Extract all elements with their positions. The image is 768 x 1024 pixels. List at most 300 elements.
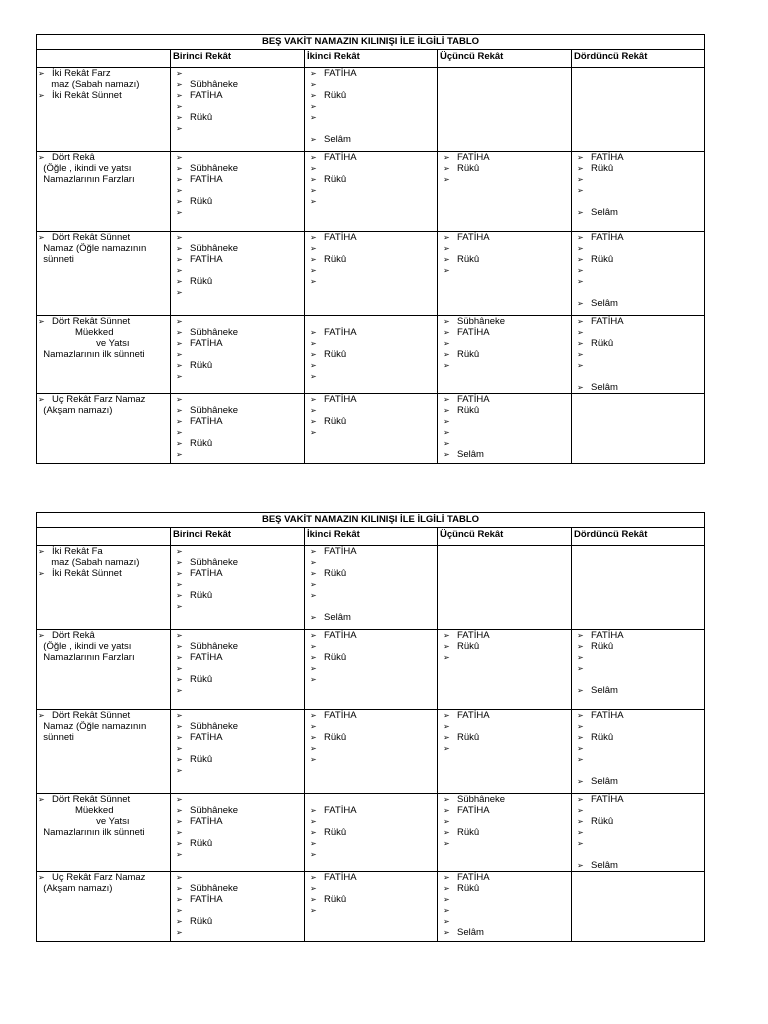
cell-text: Namazlarının Farzları [38, 652, 135, 663]
table-row [37, 232, 705, 316]
cell-line [172, 79, 303, 90]
bullet-arrow-icon: ➢ [577, 266, 584, 275]
cell-text: (Akşam namazı) [38, 405, 113, 416]
cell-line [573, 827, 703, 838]
cell-text: Rükû [190, 438, 213, 449]
cell-line [306, 827, 436, 838]
bullet-arrow-icon: ➢ [577, 339, 584, 348]
rekat-cell [438, 872, 572, 942]
cell-text: Selâm [457, 449, 484, 460]
bullet-arrow-icon: ➢ [176, 928, 183, 937]
cell-text: (Öğle , ikindi ve yatsı [38, 641, 132, 652]
bullet-arrow-icon: ➢ [443, 873, 450, 882]
cell-text: İki Rekât Fa [52, 546, 103, 557]
bullet-arrow-icon: ➢ [176, 884, 183, 893]
bullet-arrow-icon: ➢ [443, 417, 450, 426]
cell-line [439, 449, 570, 460]
bullet-arrow-icon: ➢ [577, 208, 584, 217]
bullet-arrow-icon: ➢ [310, 711, 317, 720]
cell-line [439, 710, 570, 721]
bullet-arrow-icon: ➢ [176, 686, 183, 695]
cell-text: FATİHA [190, 174, 223, 185]
prayer-name-cell [37, 710, 171, 794]
rekat-cell [572, 232, 705, 316]
cell-line [439, 827, 570, 838]
bullet-arrow-icon: ➢ [176, 395, 183, 404]
prayer-name-cell [37, 630, 171, 710]
rekat-cell [572, 68, 705, 152]
cell-line [172, 872, 303, 883]
bullet-arrow-icon: ➢ [310, 186, 317, 195]
table-row [37, 872, 705, 942]
cell-line [573, 287, 703, 298]
cell-line [306, 163, 436, 174]
bullet-arrow-icon: ➢ [577, 299, 584, 308]
cell-text: FATİHA [324, 152, 357, 163]
cell-line [573, 805, 703, 816]
cell-line [38, 394, 169, 405]
cell-line [439, 916, 570, 927]
cell-line [306, 732, 436, 743]
cell-line [439, 405, 570, 416]
cell-line [306, 112, 436, 123]
cell-text: İki Rekât Sünnet [52, 568, 122, 579]
cell-line [38, 174, 169, 185]
cell-line [573, 327, 703, 338]
cell-line [573, 232, 703, 243]
cell-text: FATİHA [457, 872, 490, 883]
bullet-arrow-icon: ➢ [577, 642, 584, 651]
cell-text: Sübhâneke [190, 805, 239, 816]
cell-line [38, 883, 169, 894]
cell-text: Sübhâneke [190, 721, 239, 732]
cell-line [439, 416, 570, 427]
bullet-arrow-icon: ➢ [176, 208, 183, 217]
bullet-arrow-icon: ➢ [577, 711, 584, 720]
cell-line [306, 101, 436, 112]
bullet-arrow-icon: ➢ [176, 733, 183, 742]
cell-line [306, 427, 436, 438]
cell-line [172, 174, 303, 185]
cell-line [573, 371, 703, 382]
bullet-arrow-icon: ➢ [310, 591, 317, 600]
rekat-cell [438, 232, 572, 316]
bullet-arrow-icon: ➢ [310, 233, 317, 242]
cell-text: Dört Rekât Sünnet [52, 232, 131, 243]
cell-line [306, 721, 436, 732]
cell-line [172, 90, 303, 101]
table-row [37, 394, 705, 464]
header-cell: Dördüncü Rekât [572, 528, 705, 546]
cell-line [38, 90, 169, 101]
cell-line [573, 685, 703, 696]
cell-line [172, 243, 303, 254]
bullet-arrow-icon: ➢ [443, 906, 450, 915]
bullet-arrow-icon: ➢ [577, 733, 584, 742]
cell-line [306, 816, 436, 827]
cell-line [573, 674, 703, 685]
bullet-arrow-icon: ➢ [443, 711, 450, 720]
cell-line [439, 905, 570, 916]
bullet-arrow-icon: ➢ [310, 135, 317, 144]
cell-text: Rükû [190, 674, 213, 685]
cell-line [439, 732, 570, 743]
bullet-arrow-icon: ➢ [443, 175, 450, 184]
cell-text: Rükû [324, 894, 347, 905]
bullet-arrow-icon: ➢ [443, 733, 450, 742]
cell-line [306, 838, 436, 849]
bullet-arrow-icon: ➢ [443, 255, 450, 264]
cell-line [306, 243, 436, 254]
bullet-arrow-icon: ➢ [577, 328, 584, 337]
cell-text: Rükû [190, 916, 213, 927]
cell-text: Selâm [591, 685, 618, 696]
cell-line [439, 838, 570, 849]
cell-line [172, 805, 303, 816]
cell-line [38, 163, 169, 174]
cell-line [439, 630, 570, 641]
bullet-arrow-icon: ➢ [310, 69, 317, 78]
bullet-arrow-icon: ➢ [38, 711, 45, 720]
cell-line [306, 794, 436, 805]
bullet-arrow-icon: ➢ [176, 828, 183, 837]
bullet-arrow-icon: ➢ [310, 339, 317, 348]
cell-text: Selâm [591, 776, 618, 787]
table-row [37, 630, 705, 710]
bullet-arrow-icon: ➢ [443, 428, 450, 437]
cell-line [306, 905, 436, 916]
cell-line [439, 254, 570, 265]
bullet-arrow-icon: ➢ [443, 395, 450, 404]
cell-line [573, 652, 703, 663]
bullet-arrow-icon: ➢ [577, 722, 584, 731]
bullet-arrow-icon: ➢ [310, 113, 317, 122]
cell-line [172, 765, 303, 776]
rekat-cell [572, 794, 705, 872]
cell-text: Namazlarının ilk sünneti [38, 827, 145, 838]
cell-line [573, 298, 703, 309]
cell-line [306, 254, 436, 265]
cell-line [573, 196, 703, 207]
cell-text: Selâm [457, 927, 484, 938]
cell-line [306, 338, 436, 349]
cell-line [172, 894, 303, 905]
cell-text: Rükû [457, 641, 480, 652]
cell-line [306, 674, 436, 685]
cell-text: Rükû [457, 163, 480, 174]
cell-line [439, 232, 570, 243]
cell-line [306, 557, 436, 568]
bullet-arrow-icon: ➢ [310, 372, 317, 381]
bullet-arrow-icon: ➢ [310, 266, 317, 275]
cell-line [172, 883, 303, 894]
cell-line [172, 721, 303, 732]
bullet-arrow-icon: ➢ [38, 91, 45, 100]
bullet-arrow-icon: ➢ [310, 675, 317, 684]
bullet-arrow-icon: ➢ [443, 266, 450, 275]
cell-text: Sübhâneke [190, 641, 239, 652]
bullet-arrow-icon: ➢ [443, 406, 450, 415]
cell-line [573, 207, 703, 218]
cell-text: Dört Rekâ [52, 152, 95, 163]
cell-line [573, 360, 703, 371]
table-row [37, 546, 705, 630]
cell-line [439, 652, 570, 663]
bullet-arrow-icon: ➢ [577, 861, 584, 870]
cell-text: FATİHA [457, 152, 490, 163]
rekat-cell [305, 152, 438, 232]
cell-line [306, 612, 436, 623]
cell-line [172, 438, 303, 449]
cell-text: FATİHA [591, 630, 624, 641]
cell-text: FATİHA [591, 794, 624, 805]
rekat-cell [171, 232, 305, 316]
bullet-arrow-icon: ➢ [176, 69, 183, 78]
cell-line [573, 641, 703, 652]
cell-line [439, 721, 570, 732]
bullet-arrow-icon: ➢ [577, 317, 584, 326]
cell-line [439, 265, 570, 276]
cell-text: FATİHA [324, 630, 357, 641]
cell-line [439, 394, 570, 405]
cell-line [306, 894, 436, 905]
bullet-arrow-icon: ➢ [38, 317, 45, 326]
cell-text: FATİHA [190, 894, 223, 905]
header-cell: İkinci Rekât [305, 528, 438, 546]
bullet-arrow-icon: ➢ [577, 653, 584, 662]
cell-line [172, 743, 303, 754]
cell-line [573, 265, 703, 276]
cell-text: Rükû [591, 163, 614, 174]
cell-line [172, 816, 303, 827]
cell-line [573, 765, 703, 776]
cell-line [172, 663, 303, 674]
bullet-arrow-icon: ➢ [176, 631, 183, 640]
bullet-arrow-icon: ➢ [310, 664, 317, 673]
cell-line [573, 174, 703, 185]
cell-text: (Öğle , ikindi ve yatsı [38, 163, 132, 174]
bullet-arrow-icon: ➢ [176, 664, 183, 673]
bullet-arrow-icon: ➢ [443, 839, 450, 848]
bullet-arrow-icon: ➢ [176, 372, 183, 381]
bullet-arrow-icon: ➢ [176, 839, 183, 848]
cell-line [172, 568, 303, 579]
cell-line [38, 243, 169, 254]
bullet-arrow-icon: ➢ [443, 917, 450, 926]
cell-line [306, 872, 436, 883]
bullet-arrow-icon: ➢ [38, 153, 45, 162]
cell-line [306, 590, 436, 601]
rekat-cell [438, 710, 572, 794]
bullet-arrow-icon: ➢ [577, 828, 584, 837]
cell-text: Rükû [324, 90, 347, 101]
bullet-arrow-icon: ➢ [38, 795, 45, 804]
cell-line [38, 630, 169, 641]
cell-line [38, 327, 169, 338]
cell-text: Sübhâneke [190, 405, 239, 416]
cell-text: Rükû [591, 816, 614, 827]
bullet-arrow-icon: ➢ [176, 653, 183, 662]
cell-line [172, 327, 303, 338]
cell-text: maz (Sabah namazı) [38, 79, 140, 90]
cell-text: FATİHA [457, 710, 490, 721]
cell-text: Sübhâneke [190, 163, 239, 174]
bullet-arrow-icon: ➢ [310, 873, 317, 882]
rekat-cell [438, 394, 572, 464]
cell-line [306, 232, 436, 243]
cell-line [306, 185, 436, 196]
cell-line [306, 579, 436, 590]
cell-line [439, 360, 570, 371]
bullet-arrow-icon: ➢ [176, 317, 183, 326]
cell-line [172, 163, 303, 174]
bullet-arrow-icon: ➢ [577, 277, 584, 286]
bullet-arrow-icon: ➢ [176, 873, 183, 882]
cell-line [38, 872, 169, 883]
cell-line [38, 816, 169, 827]
cell-line [38, 732, 169, 743]
bullet-arrow-icon: ➢ [38, 69, 45, 78]
bullet-arrow-icon: ➢ [443, 631, 450, 640]
cell-text: Rükû [190, 360, 213, 371]
bullet-arrow-icon: ➢ [443, 722, 450, 731]
bullet-arrow-icon: ➢ [310, 328, 317, 337]
cell-line [306, 196, 436, 207]
bullet-arrow-icon: ➢ [176, 244, 183, 253]
cell-line [172, 838, 303, 849]
bullet-arrow-icon: ➢ [176, 602, 183, 611]
bullet-arrow-icon: ➢ [310, 828, 317, 837]
bullet-arrow-icon: ➢ [577, 839, 584, 848]
cell-text: Rükû [457, 349, 480, 360]
header-cell: Birinci Rekât [171, 50, 305, 68]
bullet-arrow-icon: ➢ [176, 233, 183, 242]
cell-line [306, 416, 436, 427]
cell-text: ve Yatsı [38, 816, 130, 827]
cell-line [439, 338, 570, 349]
bullet-arrow-icon: ➢ [176, 917, 183, 926]
cell-line [573, 276, 703, 287]
prayer-table-2 [36, 512, 705, 942]
cell-line [573, 849, 703, 860]
cell-line [439, 174, 570, 185]
cell-line [306, 883, 436, 894]
bullet-arrow-icon: ➢ [310, 417, 317, 426]
bullet-arrow-icon: ➢ [310, 884, 317, 893]
cell-line [573, 794, 703, 805]
cell-text: FATİHA [324, 68, 357, 79]
cell-text: FATİHA [324, 546, 357, 557]
cell-line [573, 721, 703, 732]
bullet-arrow-icon: ➢ [176, 277, 183, 286]
cell-line [573, 743, 703, 754]
rekat-cell [305, 710, 438, 794]
cell-line [306, 90, 436, 101]
cell-line [172, 754, 303, 765]
rekat-cell [171, 316, 305, 394]
header-cell [37, 528, 171, 546]
bullet-arrow-icon: ➢ [176, 755, 183, 764]
cell-text: Namazlarının ilk sünneti [38, 349, 145, 360]
cell-line [439, 883, 570, 894]
bullet-arrow-icon: ➢ [577, 244, 584, 253]
cell-text: FATİHA [190, 732, 223, 743]
cell-line [172, 276, 303, 287]
bullet-arrow-icon: ➢ [577, 186, 584, 195]
cell-text: ve Yatsı [38, 338, 130, 349]
bullet-arrow-icon: ➢ [443, 817, 450, 826]
rekat-cell [171, 630, 305, 710]
cell-line [573, 316, 703, 327]
bullet-arrow-icon: ➢ [443, 328, 450, 337]
cell-line [38, 641, 169, 652]
cell-line [306, 327, 436, 338]
cell-text: Selâm [591, 382, 618, 393]
bullet-arrow-icon: ➢ [443, 233, 450, 242]
bullet-arrow-icon: ➢ [443, 153, 450, 162]
cell-text: Rükû [591, 338, 614, 349]
cell-line [306, 265, 436, 276]
cell-line [172, 849, 303, 860]
cell-line [573, 185, 703, 196]
bullet-arrow-icon: ➢ [310, 817, 317, 826]
cell-line [172, 254, 303, 265]
cell-line [38, 721, 169, 732]
cell-line [573, 382, 703, 393]
cell-line [38, 794, 169, 805]
rekat-cell [438, 316, 572, 394]
rekat-cell [305, 232, 438, 316]
bullet-arrow-icon: ➢ [176, 428, 183, 437]
cell-text: Sübhâneke [457, 794, 506, 805]
cell-line [172, 630, 303, 641]
rekat-cell [171, 68, 305, 152]
bullet-arrow-icon: ➢ [577, 744, 584, 753]
cell-text: FATİHA [190, 816, 223, 827]
cell-line [573, 860, 703, 871]
prayer-name-cell [37, 68, 171, 152]
cell-text: FATİHA [457, 232, 490, 243]
bullet-arrow-icon: ➢ [38, 631, 45, 640]
cell-line [172, 416, 303, 427]
cell-text: Rükû [457, 883, 480, 894]
cell-text: Selâm [591, 207, 618, 218]
cell-text: Dört Rekât Sünnet [52, 794, 131, 805]
cell-line [439, 894, 570, 905]
cell-text: Dört Rekât Sünnet [52, 316, 131, 327]
cell-text: Sübhâneke [190, 327, 239, 338]
bullet-arrow-icon: ➢ [176, 406, 183, 415]
cell-line [306, 276, 436, 287]
cell-line [573, 338, 703, 349]
cell-line [172, 590, 303, 601]
cell-line [172, 916, 303, 927]
cell-line [306, 568, 436, 579]
cell-text: sünneti [38, 732, 74, 743]
bullet-arrow-icon: ➢ [443, 795, 450, 804]
cell-line [306, 152, 436, 163]
bullet-arrow-icon: ➢ [577, 350, 584, 359]
rekat-cell [305, 68, 438, 152]
bullet-arrow-icon: ➢ [310, 839, 317, 848]
bullet-arrow-icon: ➢ [38, 395, 45, 404]
cell-line [38, 68, 169, 79]
prayer-name-cell [37, 232, 171, 316]
cell-text: FATİHA [324, 394, 357, 405]
cell-text: Namaz (Öğle namazının [38, 243, 147, 254]
cell-line [573, 754, 703, 765]
cell-line [172, 427, 303, 438]
